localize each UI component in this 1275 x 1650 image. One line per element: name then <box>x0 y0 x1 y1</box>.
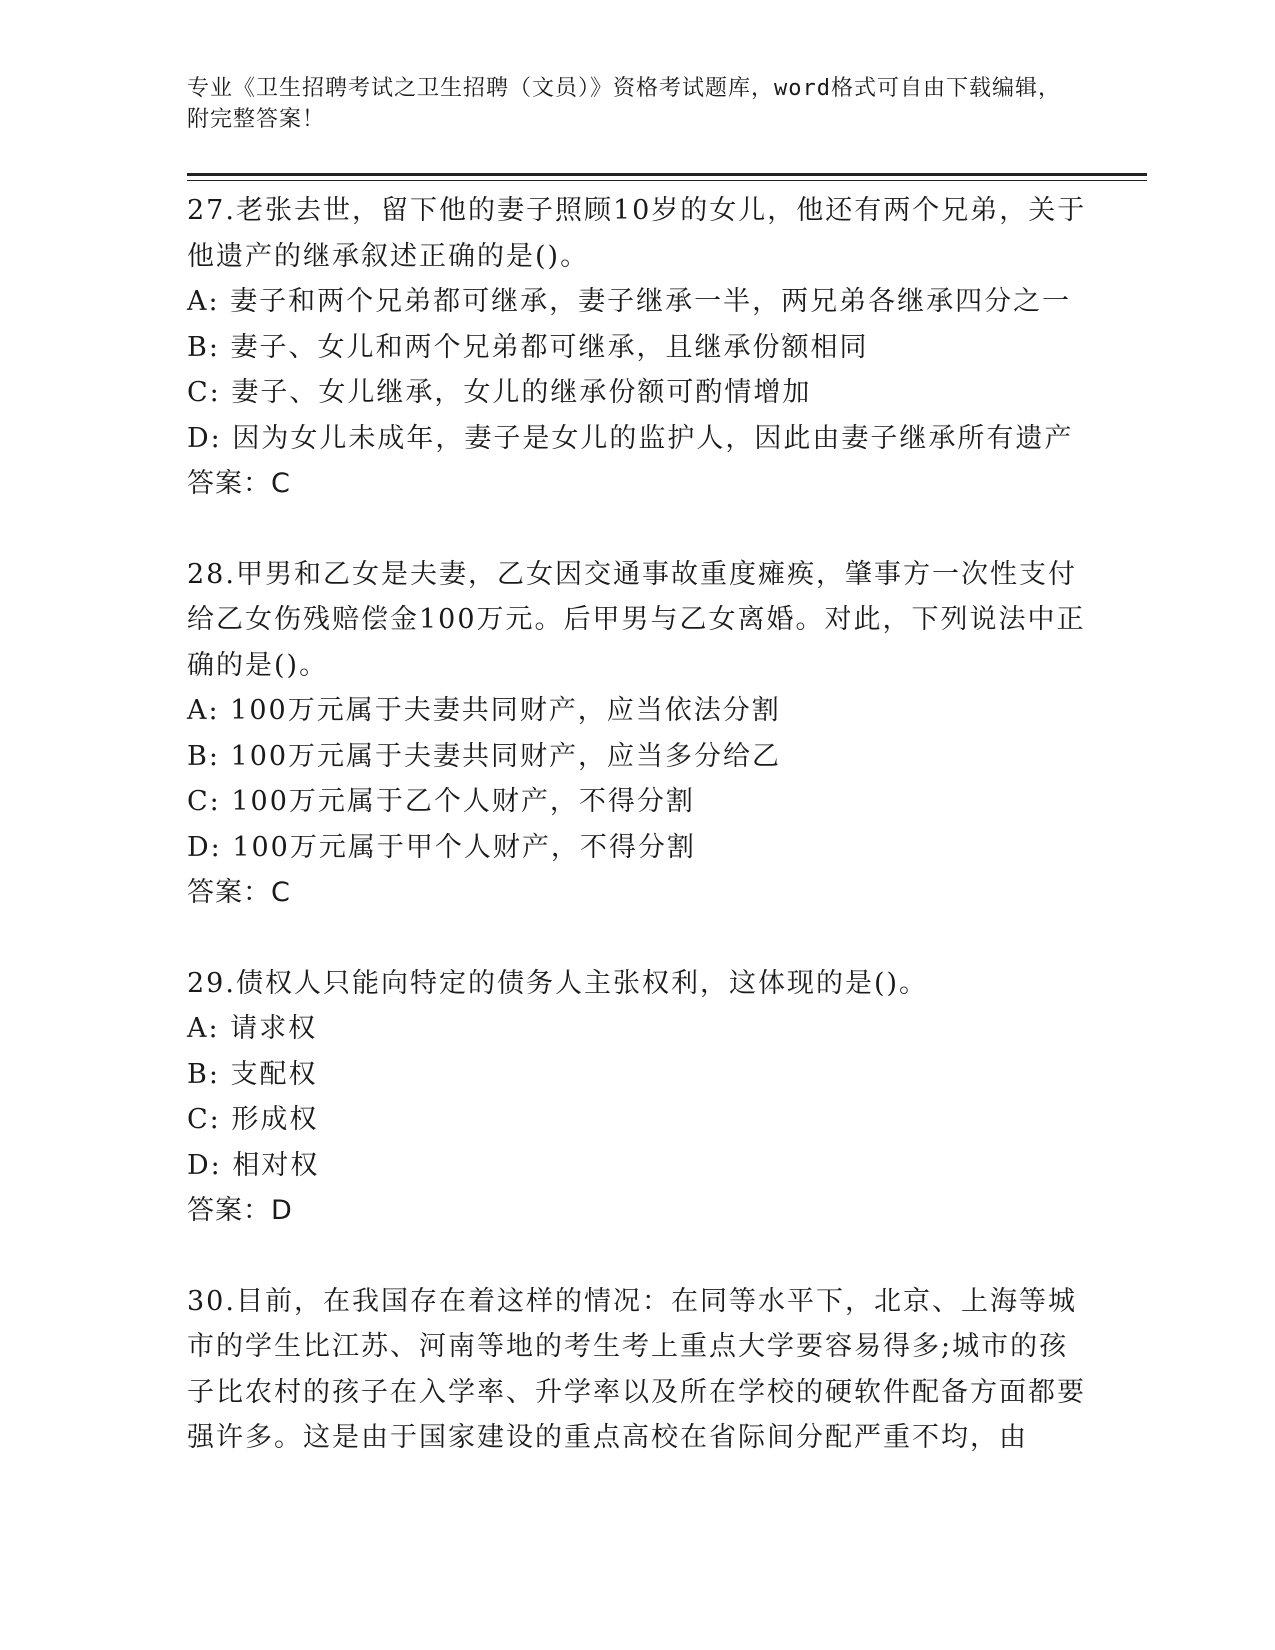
option-d: D: 因为女儿未成年，妻子是女儿的监护人，因此由妻子继承所有遗产 <box>187 422 1074 454</box>
document-header: 专业《卫生招聘考试之卫生招聘（文员）》资格考试题库，word格式可自由下载编辑，附完整答案！ <box>187 76 1061 132</box>
header-divider-thick <box>187 173 1147 176</box>
option-c: C: 妻子、女儿继承，女儿的继承份额可酌情增加 <box>187 377 812 408</box>
question-list <box>187 188 1087 1506</box>
question-stem: 27.老张去世，留下他的妻子照顾10岁的女儿，他还有两个兄弟，关于他遗产的继承叙述正确的是()。 <box>187 195 1087 272</box>
option-d: D: 相对权 <box>187 1149 320 1181</box>
header-divider-thin <box>187 180 1147 181</box>
option-a: A: 妻子和两个兄弟都可继承，妻子继承一半，两兄弟各继承四分之一 <box>187 286 1072 317</box>
question-28 <box>187 552 1087 916</box>
answer-label: 答案：D <box>187 1195 293 1226</box>
question-stem: 28.甲男和乙女是夫妻，乙女因交通事故重度瘫痪，肇事方一次性支付给乙女伤残赔偿金100万元。后甲男与乙女离婚。对此，下列说法中正确的是()。 <box>187 558 1086 681</box>
option-b: B: 100万元属于夫妻共同财产，应当多分给乙 <box>187 740 782 772</box>
question-stem: 29.债权人只能向特定的债务人主张权利，这体现的是()。 <box>187 967 929 999</box>
question-stem: 30.目前，在我国存在着这样的情况：在同等水平下，北京、上海等城市的学生比江苏、河南等地的考生考上重点大学要容易得多;城市的孩子比农村的孩子在入学率、升学率以及所在学校的硬软件配备方面都要强许多。这是由于国家建设的重点高校在省际间分配严重不均，由 <box>187 1285 1086 1453</box>
question-30 <box>187 1279 1087 1461</box>
option-a: A: 请求权 <box>187 1013 318 1044</box>
question-27 <box>187 188 1087 507</box>
question-29 <box>187 961 1087 1234</box>
option-c: C: 100万元属于乙个人财产，不得分割 <box>187 786 695 817</box>
option-b: B: 妻子、女儿和两个兄弟都可继承，且继承份额相同 <box>187 331 869 363</box>
option-a: A: 100万元属于夫妻共同财产，应当依法分割 <box>187 695 781 726</box>
answer-label: 答案：C <box>187 877 291 908</box>
option-d: D: 100万元属于甲个人财产，不得分割 <box>187 831 696 863</box>
option-b: B: 支配权 <box>187 1058 318 1090</box>
answer-label: 答案：C <box>187 468 291 499</box>
option-c: C: 形成权 <box>187 1104 319 1135</box>
